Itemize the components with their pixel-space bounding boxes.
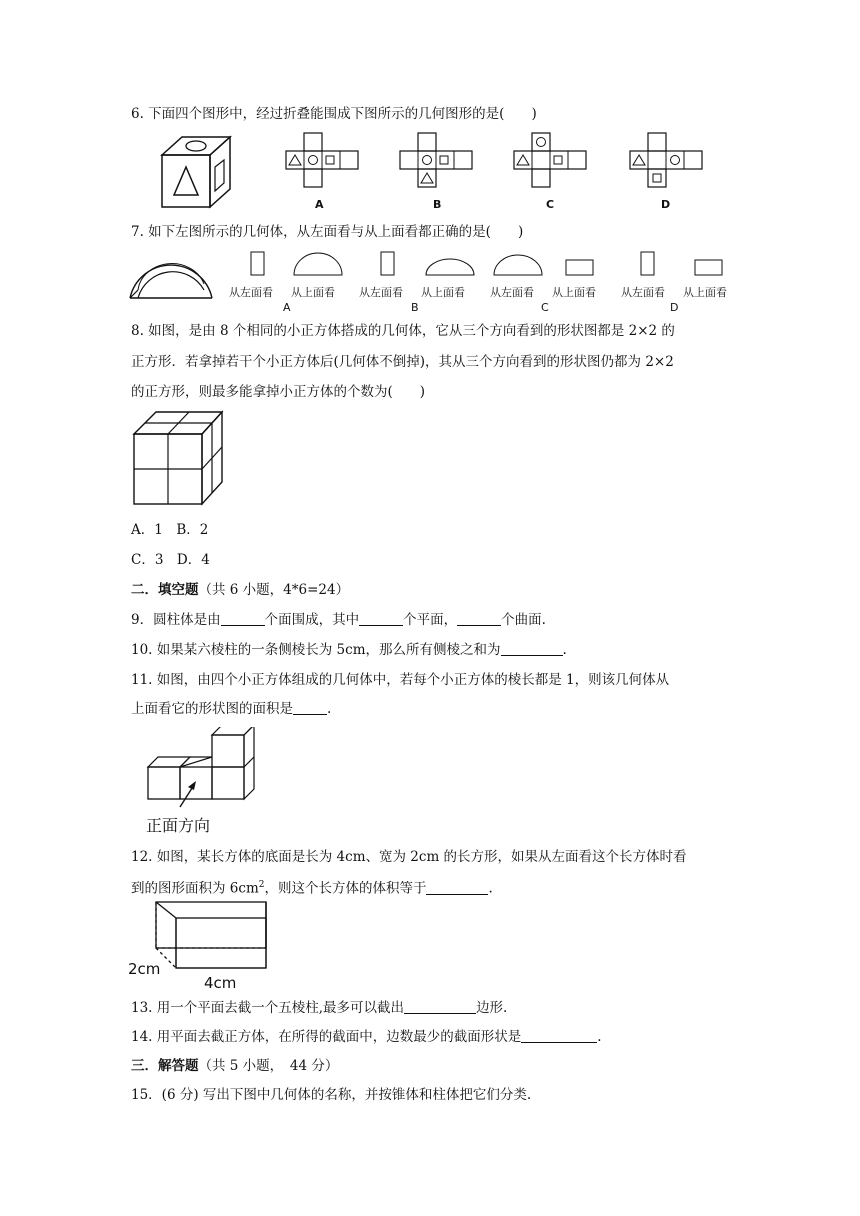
question-15-text: 15．(6 分) 写出下图中几何体的名称，并按锥体和柱体把它们分类. [131, 1087, 532, 1103]
q7-d-left-view-shape [640, 251, 656, 277]
q6-option-b-label: B [433, 198, 442, 211]
q13-blank[interactable] [404, 999, 476, 1014]
section-2-title: 二．填空题 [131, 582, 199, 598]
question-14 [131, 1028, 602, 1046]
q7-a-left-view-label: 从左面看 [229, 286, 273, 299]
q7-a-top-view-label: 从上面看 [291, 286, 335, 299]
q9-part-b: 个面围成，其中 [264, 612, 360, 628]
q9-part-a: 9．圆柱体是由 [131, 612, 221, 628]
q12-length-label: 4cm [204, 974, 237, 990]
q10-part-b: . [562, 642, 567, 658]
q9-blank-3[interactable] [457, 611, 501, 626]
q6-option-d-label: D [661, 198, 671, 211]
q11-part-b: . [327, 701, 332, 717]
q7-d-top-view-shape [694, 259, 724, 277]
section-2-heading [131, 581, 349, 599]
q6-option-c-label: C [546, 198, 555, 211]
question-8-choices-1: A．1 B．2 [131, 522, 209, 538]
q7-c-top-view-shape [565, 259, 595, 277]
q11-blank[interactable] [293, 700, 327, 715]
q7-option-b-label: B [411, 301, 419, 314]
question-9 [131, 611, 546, 629]
q7-a-left-view-shape [250, 251, 266, 277]
question-11-line-1: 11. 如图，由四个小正方体组成的几何体中，若每个小正方体的棱长都是 1，则该几何体从 [131, 672, 670, 688]
q6-cube-figure [160, 133, 240, 211]
q6-net-c [512, 131, 590, 191]
q9-part-d: 个曲面. [501, 612, 546, 628]
q12-blank[interactable] [426, 880, 488, 895]
q7-b-left-view-shape [380, 251, 396, 277]
section-3-note: （共 5 小题， 44 分） [198, 1058, 339, 1074]
q12-part-b: ，则这个长方体的体积等于 [264, 880, 427, 897]
q14-blank[interactable] [521, 1028, 597, 1043]
q12-sup: 2 [258, 880, 265, 890]
q11-part-a: 上面看它的形状图的面积是 [131, 701, 293, 717]
q6-option-a-label: A [315, 198, 324, 211]
q8-cube-2x2x2-figure [132, 410, 224, 508]
q13-part-a: 13. 用一个平面去截一个五棱柱,最多可以截出 [131, 1000, 405, 1016]
q12-width-label: 2cm [128, 960, 161, 978]
q7-c-left-view-label: 从左面看 [490, 286, 534, 299]
section-3-title: 三．解答题 [131, 1058, 199, 1074]
question-10 [131, 641, 567, 659]
q7-d-left-view-label: 从左面看 [621, 286, 665, 299]
question-8-line-3: 的正方形，则最多能拿掉小正方体的个数为( ) [131, 384, 426, 400]
q7-option-d-label: D [670, 301, 679, 314]
q12-part-a: 到的图形面积为 6cm [131, 880, 259, 897]
question-8-line-1: 8. 如图，是由 8 个相同的小正方体搭成的几何体，它从三个方向看到的形状图都是 2×2 的 [131, 323, 675, 339]
q7-c-left-view-shape [492, 251, 544, 277]
q12-part-c: . [488, 880, 493, 897]
q7-option-c-label: C [541, 301, 549, 314]
q6-net-d [628, 131, 706, 191]
question-11-line-2 [131, 700, 331, 718]
q9-blank-2[interactable] [359, 611, 403, 626]
question-7-text: 7. 如下左图所示的几何体，从左面看与从上面看都正确的是( ) [131, 224, 524, 240]
question-12-line-1: 12. 如图，某长方体的底面是长为 4cm、宽为 2cm 的长方形，如果从左面看这个长方体时看 [131, 849, 687, 865]
section-3-heading [131, 1057, 338, 1075]
section-2-note: （共 6 小题，4*6=24） [198, 582, 350, 598]
q9-part-c: 个平面， [403, 612, 458, 628]
q7-c-top-view-label: 从上面看 [552, 286, 596, 299]
q10-blank[interactable] [501, 641, 563, 656]
q11-cubes-figure [140, 727, 256, 835]
q7-a-top-view-shape [292, 251, 344, 277]
question-12-line-2 [131, 876, 493, 898]
q13-part-b: 边形. [476, 1000, 508, 1016]
q9-blank-1[interactable] [221, 611, 265, 626]
q10-part-a: 10. 如果某六棱柱的一条侧棱长为 5cm，那么所有侧棱之和为 [131, 642, 501, 658]
q11-front-direction-label: 正面方向 [146, 816, 211, 835]
q7-half-cylinder-figure [128, 250, 214, 302]
q12-cuboid-figure [126, 898, 276, 990]
q14-part-b: . [597, 1029, 602, 1045]
q7-b-top-view-shape [424, 251, 476, 277]
q14-part-a: 14. 用平面去截正方体，在所得的截面中，边数最少的截面形状是 [131, 1029, 522, 1045]
q7-b-top-view-label: 从上面看 [421, 286, 465, 299]
question-8-choices-2: C．3 D．4 [131, 552, 210, 568]
q7-option-a-label: A [283, 301, 291, 314]
question-13 [131, 999, 507, 1017]
q7-b-left-view-label: 从左面看 [359, 286, 403, 299]
question-6-text: 6. 下面四个图形中，经过折叠能围成下图所示的几何图形的是( ) [131, 106, 537, 122]
q6-net-a [284, 131, 360, 191]
q6-net-b [398, 131, 474, 191]
question-8-line-2: 正方形．若拿掉若干个小正方体后(几何体不倒掉)，其从三个方向看到的形状图仍都为 2×2 [131, 354, 674, 370]
q7-d-top-view-label: 从上面看 [683, 286, 727, 299]
